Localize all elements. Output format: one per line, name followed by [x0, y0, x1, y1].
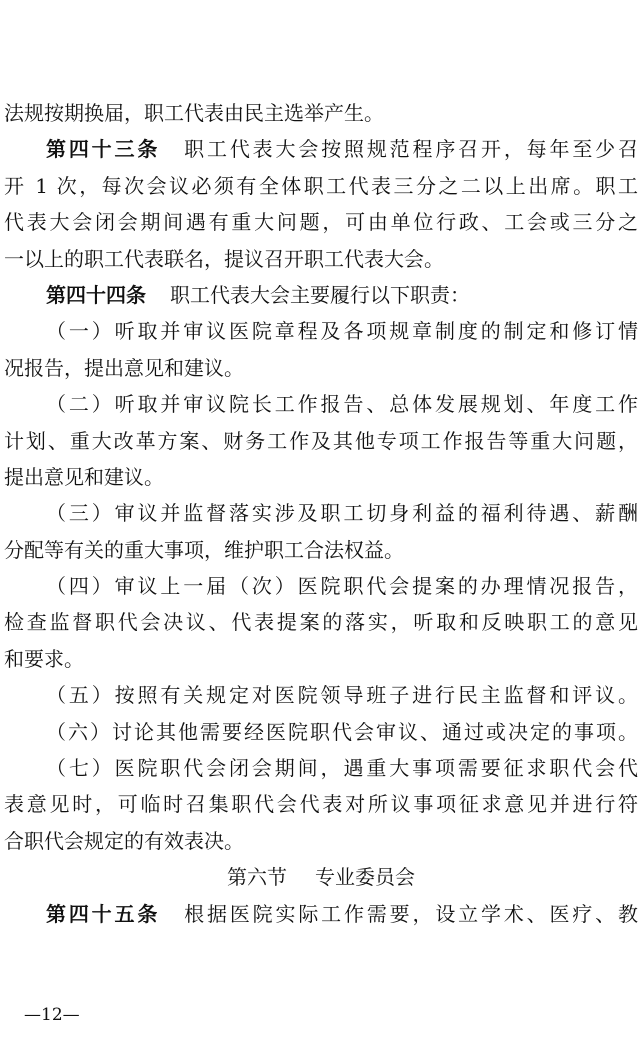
paragraph-line: 代表大会闭会期间遇有重大问题，可由单位行政、工会或三分之: [4, 210, 638, 235]
paragraph-line: 分配等有关的重大事项，维护职工合法权益。: [4, 537, 404, 562]
paragraph-line: 和要求。: [4, 646, 84, 671]
article-number: 第四十五条: [46, 901, 161, 926]
duty-item-5-line: （五）按照有关规定对医院领导班子进行民主监督和评议。: [46, 683, 638, 708]
duty-item-3-line: （三）审议并监督落实涉及职工切身利益的福利待遇、薪酬: [46, 501, 638, 526]
duty-item-7-line: （七）医院职代会闭会期间，遇重大事项需要征求职代会代: [46, 756, 638, 781]
paragraph-line: 开 1 次，每次会议必须有全体职工代表三分之二以上出席。职工: [4, 173, 638, 198]
section-number: 第六节: [227, 865, 287, 890]
paragraph-line: 表意见时，可临时召集职代会代表对所议事项征求意见并进行符: [4, 792, 638, 817]
section-title: 专业委员会: [315, 865, 415, 890]
duty-item-6-line: （六）讨论其他需要经医院职代会审议、通过或决定的事项。: [46, 719, 638, 744]
article-number: 第四十三条: [46, 137, 161, 162]
document-body: [4, 95, 638, 932]
duty-item-2-line: （二）听取并审议院长工作报告、总体发展规划、年度工作: [46, 392, 638, 417]
article-43-line: 第四十三条 职工代表大会按照规范程序召开，每年至少召: [46, 137, 639, 162]
page-number: —12—: [24, 1005, 80, 1025]
paragraph-line: 提出意见和建议。: [4, 464, 164, 489]
article-number: 第四十四条: [46, 282, 146, 307]
section-heading: [4, 859, 638, 895]
article-45-line: 第四十五条 根据医院实际工作需要，设立学术、医疗、教: [46, 901, 639, 926]
paragraph-line: 法规按期换届，职工代表由民主选举产生。: [4, 101, 384, 125]
paragraph-line: 计划、重大改革方案、财务工作及其他专项工作报告等重大问题，: [4, 428, 638, 453]
article-44-line: 第四十四条 职工代表大会主要履行以下职责：: [46, 282, 470, 307]
paragraph-line: 一以上的职工代表联名，提议召开职工代表大会。: [4, 246, 444, 271]
paragraph-line: 况报告，提出意见和建议。: [4, 355, 244, 380]
paragraph-line: 检查监督职代会决议、代表提案的落实，听取和反映职工的意见: [4, 610, 638, 635]
paragraph-line: 合职代会规定的有效表决。: [4, 828, 244, 853]
duty-item-1-line: （一）听取并审议医院章程及各项规章制度的制定和修订情: [46, 319, 638, 344]
duty-item-4-line: （四）审议上一届（次）医院职代会提案的办理情况报告，: [46, 574, 638, 599]
